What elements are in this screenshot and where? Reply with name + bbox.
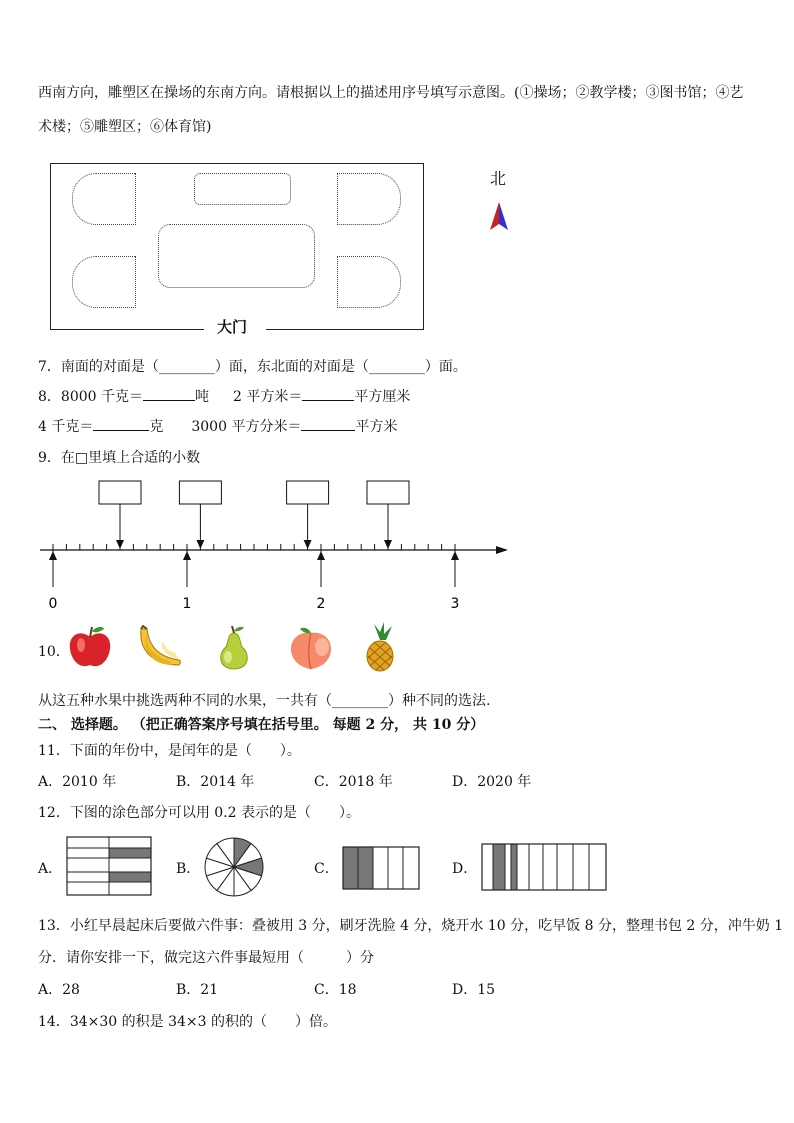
q12-label-c[interactable]: C． [314,861,339,877]
q8-a-blank[interactable] [143,388,195,401]
number-line [30,475,520,620]
north-arrow-icon [488,200,510,232]
q11-option-d[interactable]: D．2020 年 [452,774,532,790]
q12-label-d[interactable]: D． [452,861,478,877]
q11-option-a[interactable]: A．2010 年 [38,774,117,790]
number-line-pointer-arrow-icon [183,551,191,560]
q8-b-pre: 2 平方米＝ [233,389,303,405]
answer-box-arrow-icon [196,540,204,549]
banana-icon [135,625,185,671]
question-13-line-1: 13．小红早晨起床后要做六件事：叠被用 3 分，刷牙洗脸 4 分，烧开水 10 分，吃早饭 8 分，整理书包 2 分，冲牛奶 1 [38,918,784,934]
q8-a-pre: 8．8000 千克＝ [38,389,143,405]
map-area-top-left [72,173,136,225]
question-10-text: 从这五种水果中挑选两种不同的水果，一共有（________）种不同的选法. [38,693,491,709]
question-7: 7．南面的对面是（________）面，东北面的对面是（________）面。 [38,359,467,375]
pear-icon [210,625,258,671]
answer-box [179,481,221,504]
q12-figure-d [481,843,607,891]
number-line-label: 1 [182,596,192,612]
question-13-line-2: 分．请你安排一下，做完这六件事最短用（ ）分 [38,950,374,966]
q8-b-post: 平方厘米 [354,389,411,405]
number-line-arrowhead-icon [496,546,508,554]
answer-box [99,481,141,504]
q13-option-c[interactable]: C．18 [314,982,357,998]
number-line-pointer-arrow-icon [49,551,57,560]
map-area-top-center [194,173,291,205]
question-14: 14．34×30 的积是 34×3 的积的（ ）倍。 [38,1014,337,1030]
map-area-bottom-right [337,256,401,308]
number-line-label: 2 [316,596,326,612]
answer-box [287,481,329,504]
map-area-top-right [337,173,401,225]
question-12: 12．下图的涂色部分可以用 0.2 表示的是（ ）。 [38,805,360,821]
answer-box-arrow-icon [116,540,124,549]
map-area-bottom-left [72,256,136,308]
q8-b-blank[interactable] [302,388,354,401]
q12-figure-c [342,846,420,890]
question-8-row-1 [38,386,410,406]
q11-option-b[interactable]: B．2014 年 [176,774,255,790]
peach-icon [286,625,336,671]
north-label: 北 [490,169,507,188]
q13-option-a[interactable]: A．28 [38,982,80,998]
map-area-center [158,224,315,288]
q8-c-pre: 4 千克＝ [38,419,94,435]
section-2-title: 二、 选择题。 （把正确答案序号填在括号里。 每题 2 分， 共 10 分） [38,717,485,733]
q12-label-b[interactable]: B． [176,861,201,877]
number-line-pointer-arrow-icon [317,551,325,560]
answer-box-arrow-icon [304,540,312,549]
q8-c-post: 克 [149,419,164,435]
answer-box-arrow-icon [384,540,392,549]
q8-c-blank[interactable] [93,418,149,431]
q8-d-blank[interactable] [301,418,355,431]
intro-line-1: 西南方向，雕塑区在操场的东南方向。请根据以上的描述用序号填写示意图。(①操场；②教学楼；③图书馆；④艺 [38,85,744,101]
number-line-label: 3 [450,596,460,612]
question-8-row-2 [38,416,397,436]
question-10-number: 10． [38,644,70,660]
q8-d-pre: 3000 平方分米＝ [191,419,302,435]
campus-map [50,163,424,336]
gate-label: 大门 [217,318,248,336]
q11-option-c[interactable]: C．2018 年 [314,774,393,790]
q8-d-post: 平方米 [355,419,398,435]
pineapple-icon [358,622,402,672]
answer-box [367,481,409,504]
q12-figure-b [203,836,265,898]
q13-option-b[interactable]: B．21 [176,982,219,998]
question-9: 9．在□里填上合适的小数 [38,450,201,466]
q12-label-a[interactable]: A． [38,861,63,877]
apple-icon [66,625,114,671]
q12-figure-a [66,836,152,896]
q13-option-d[interactable]: D．15 [452,982,496,998]
number-line-label: 0 [48,596,58,612]
intro-line-2: 术楼；⑤雕塑区；⑥体育馆) [38,119,212,135]
number-line-pointer-arrow-icon [451,551,459,560]
question-11: 11．下面的年份中，是闰年的是（ ）。 [38,743,301,759]
q8-a-post: 吨 [195,389,209,405]
